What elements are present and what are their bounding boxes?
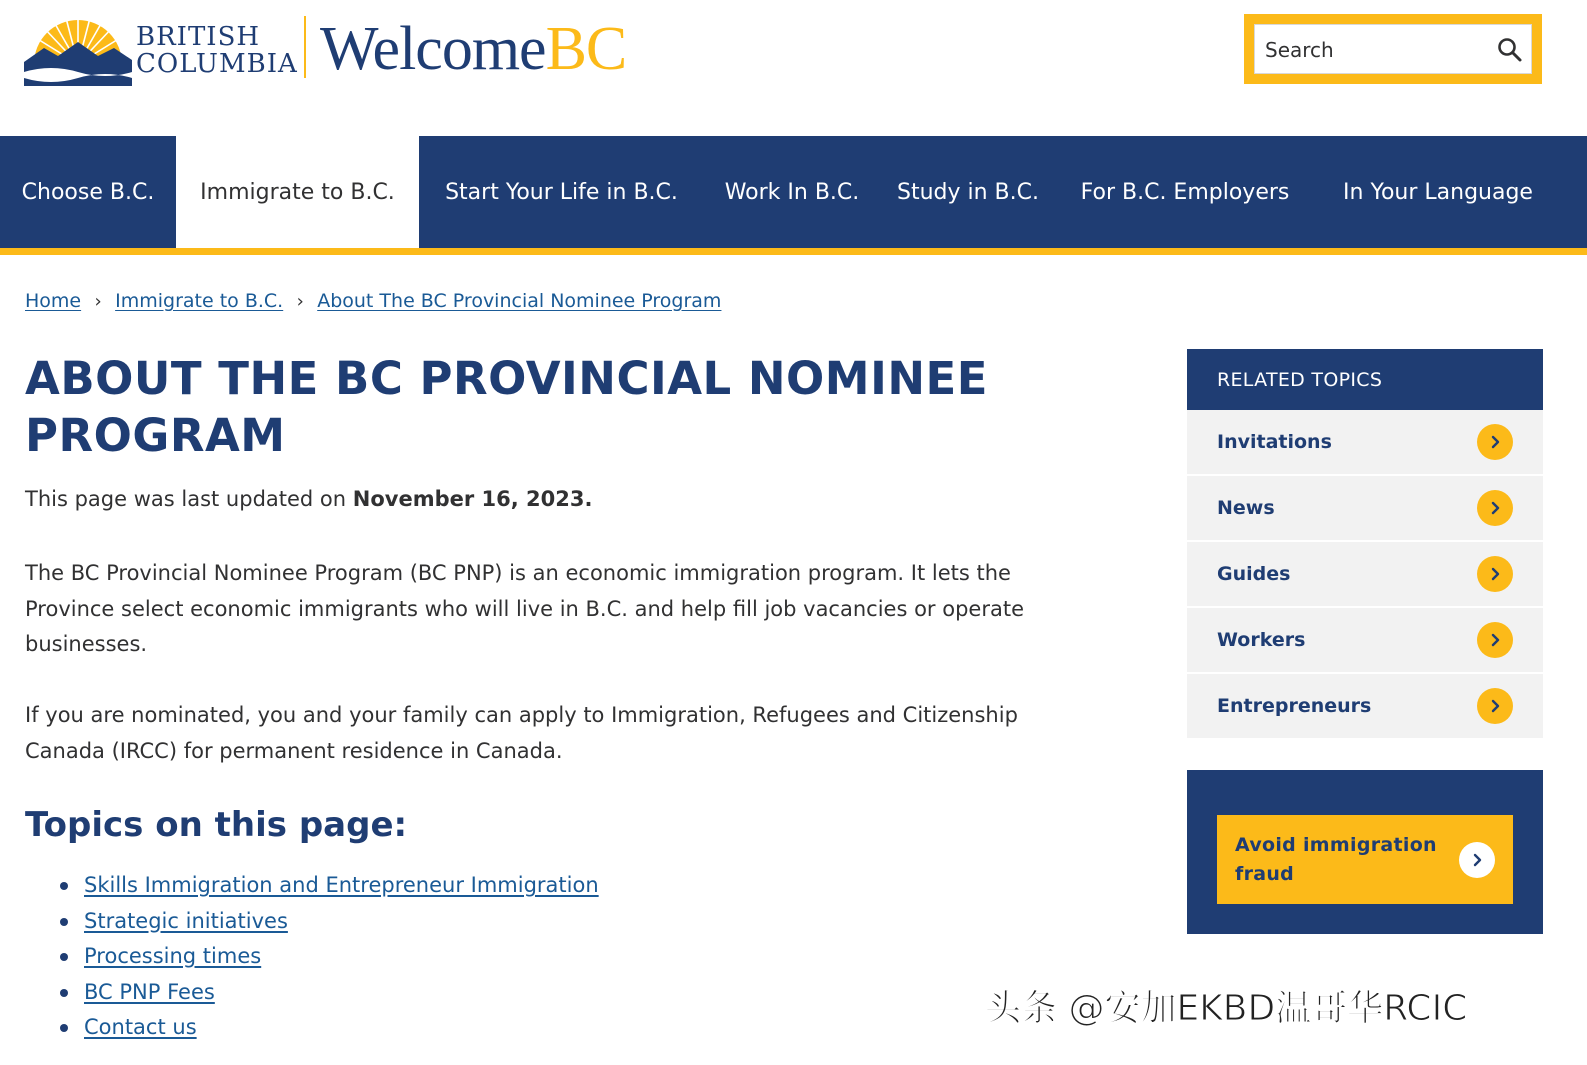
avoid-fraud-label: Avoid immigration fraud <box>1235 833 1437 885</box>
page-title <box>25 350 1025 464</box>
search-icon[interactable] <box>1497 37 1523 63</box>
search-input[interactable] <box>1265 33 1485 67</box>
updated-date: November 16, 2023. <box>352 487 593 511</box>
last-updated <box>25 487 592 511</box>
chevron-right-icon <box>1477 556 1513 592</box>
related-item-label: Entrepreneurs <box>1217 695 1372 717</box>
page-title-line1: ABOUT THE BC PROVINCIAL NOMINEE <box>25 352 988 405</box>
related-topics-panel <box>1187 349 1543 740</box>
nav-item-for-employers[interactable]: For B.C. Employers <box>1080 179 1290 205</box>
search-container <box>1244 14 1542 84</box>
list-item <box>84 868 599 904</box>
list-item <box>84 975 599 1011</box>
nav-item-in-your-language[interactable]: In Your Language <box>1343 179 1533 205</box>
chevron-right-icon <box>1459 842 1495 878</box>
topic-link-processing-times[interactable]: Processing times <box>84 944 262 968</box>
related-item-workers[interactable] <box>1187 608 1543 674</box>
nav-accent-bar <box>0 248 1587 255</box>
fraud-callout <box>1187 770 1543 934</box>
chevron-right-icon <box>1477 424 1513 460</box>
list-item <box>84 939 599 975</box>
search-box <box>1254 24 1532 74</box>
related-item-label: Workers <box>1217 629 1306 651</box>
nav-item-study-in-bc[interactable]: Study in B.C. <box>896 179 1039 205</box>
site-header <box>0 0 1587 136</box>
bc-sun-logo-icon[interactable] <box>24 12 132 86</box>
topic-link-strategic-initiatives[interactable]: Strategic initiatives <box>84 908 288 933</box>
nav-item-work-in-bc[interactable]: Work In B.C. <box>724 179 860 205</box>
breadcrumb-current[interactable]: About The BC Provincial Nominee Program <box>317 290 722 312</box>
page-title-line2: PROGRAM <box>25 409 286 462</box>
watermark-text: 头条 @安加EKBD温哥华RCIC <box>985 988 1468 1029</box>
welcome-text: Welcome <box>320 15 546 83</box>
topics-heading: Topics on this page: <box>25 805 408 845</box>
breadcrumb-immigrate[interactable]: Immigrate to B.C. <box>115 290 284 312</box>
wordmark-line1: BRITISH <box>136 22 261 52</box>
chevron-right-icon <box>1477 622 1513 658</box>
topics-list <box>84 868 599 1046</box>
topic-link-contact-us[interactable]: Contact us <box>84 1015 197 1039</box>
intro-paragraph: The BC Provincial Nominee Program (BC PNP) is an economic immigration program. It lets the Province select economic immigrants who will live in B.C. and help fill job vacancies or operate businesses. <box>25 561 1024 656</box>
updated-prefix: This page was last updated on <box>25 487 353 511</box>
chevron-right-icon: › <box>94 290 102 312</box>
chevron-right-icon <box>1477 688 1513 724</box>
bc-text: BC <box>545 15 627 83</box>
topic-link-skills-immigration[interactable]: Skills Immigration and Entrepreneur Immigration <box>84 873 599 897</box>
related-item-news[interactable] <box>1187 476 1543 542</box>
topic-link-fees[interactable]: BC PNP Fees <box>84 979 215 1004</box>
wordmark-line2: COLUMBIA <box>136 49 298 79</box>
breadcrumb-home[interactable]: Home <box>25 290 82 312</box>
nav-item-immigrate-to-bc[interactable]: Immigrate to B.C. <box>176 136 419 248</box>
chevron-right-icon: › <box>296 290 304 312</box>
british-columbia-wordmark <box>136 24 298 77</box>
related-item-entrepreneurs[interactable] <box>1187 674 1543 740</box>
chevron-right-icon <box>1477 490 1513 526</box>
welcome-bc-logo[interactable] <box>320 15 627 83</box>
nav-item-choose-bc[interactable]: Choose B.C. <box>21 179 155 205</box>
list-item <box>84 1010 599 1046</box>
breadcrumb <box>25 290 721 312</box>
related-topics-heading: RELATED TOPICS <box>1187 349 1543 410</box>
related-item-invitations[interactable] <box>1187 410 1543 476</box>
avoid-fraud-button[interactable] <box>1217 815 1513 904</box>
related-item-guides[interactable] <box>1187 542 1543 608</box>
list-item <box>84 904 599 940</box>
related-item-label: News <box>1217 497 1275 519</box>
nomination-paragraph: If you are nominated, you and your family can apply to Immigration, Refugees and Citizenship Canada (IRCC) for permanent residence in Canada. <box>25 703 1018 763</box>
nav-item-start-your-life[interactable]: Start Your Life in B.C. <box>445 179 678 205</box>
logo-divider <box>304 16 306 78</box>
related-item-label: Invitations <box>1217 431 1332 453</box>
main-nav <box>0 136 1587 248</box>
related-item-label: Guides <box>1217 563 1291 585</box>
